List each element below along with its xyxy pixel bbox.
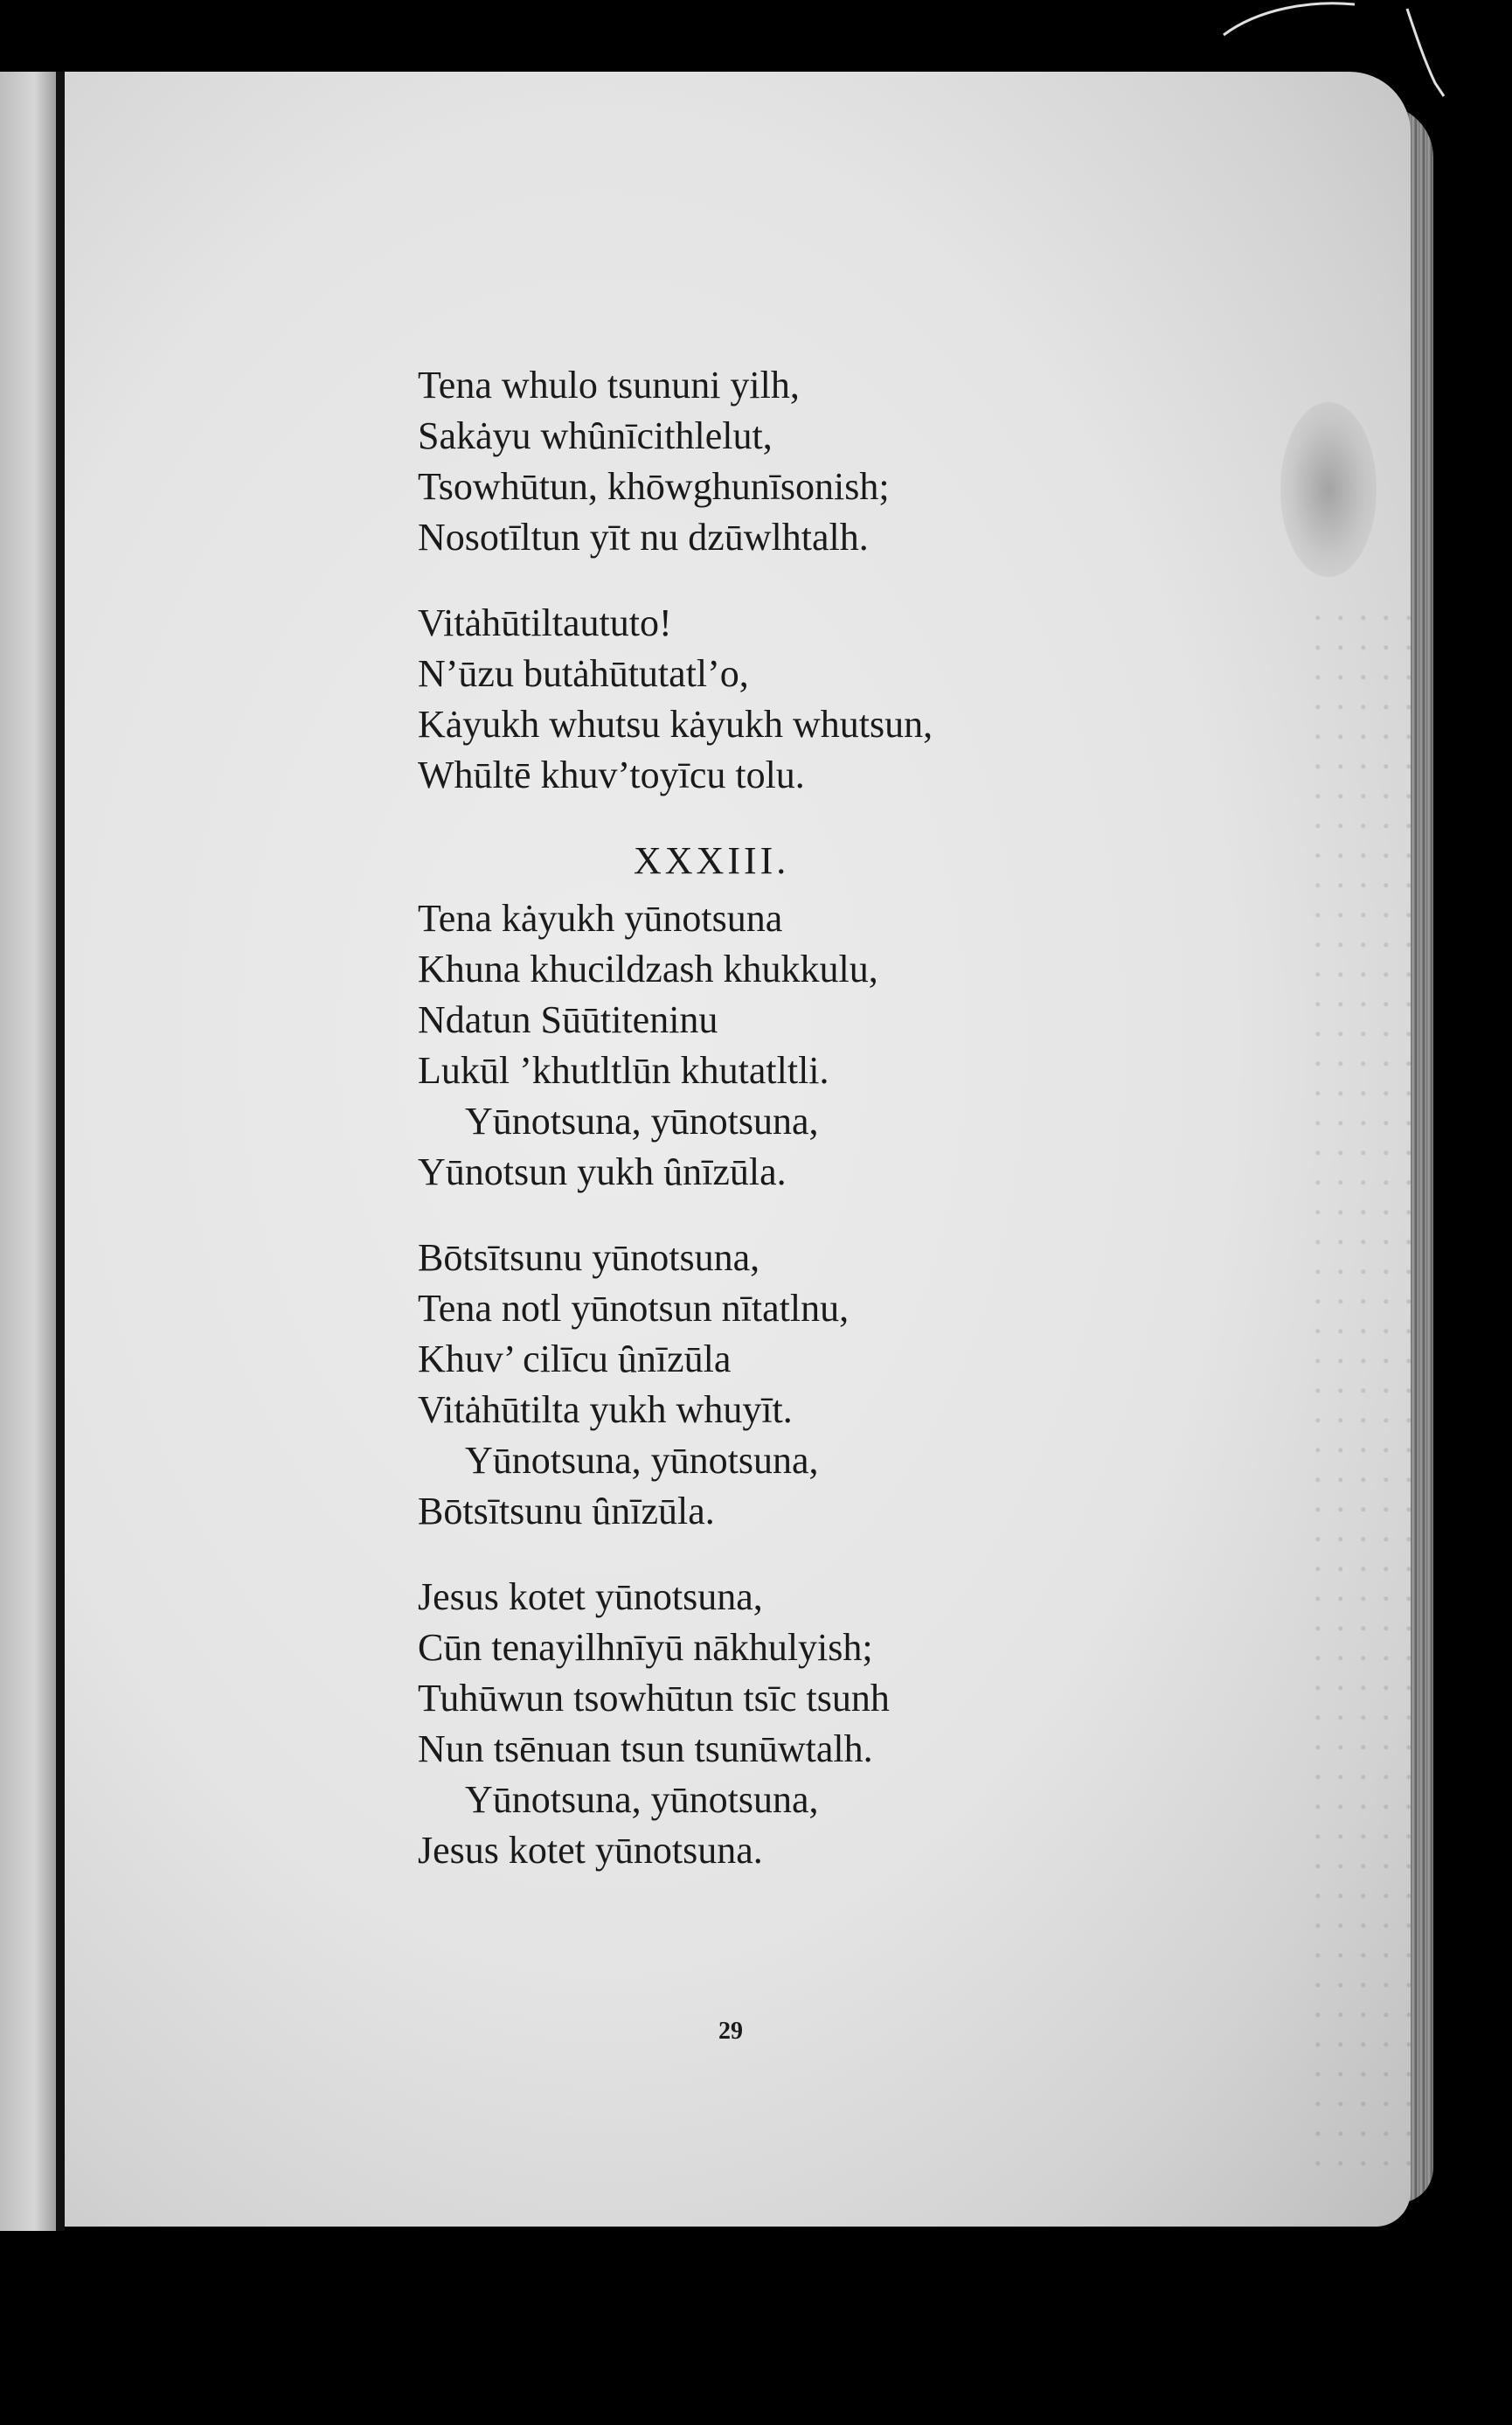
verse-line: Tena whulo tsununi yilh, <box>418 364 800 406</box>
verse-line: Tena kȧyukh yūnotsuna <box>418 897 783 940</box>
refrain-line: Yūnotsuna, yūnotsuna, <box>465 1439 819 1482</box>
verse-line: Bōtsītsunu yūnotsuna, <box>418 1236 760 1279</box>
stanza <box>418 1233 1257 1537</box>
facing-page-edge <box>0 72 58 2231</box>
verse-line: Tena notl yūnotsun nītatlnu, <box>418 1287 850 1330</box>
verse-line: Jesus kotet yūnotsuna. <box>418 1829 763 1872</box>
page-number: 29 <box>718 2018 743 2045</box>
stanza <box>418 893 1257 1198</box>
refrain-line: Yūnotsuna, yūnotsuna, <box>465 1778 819 1821</box>
verse-line: Jesus kotet yūnotsuna, <box>418 1575 763 1618</box>
page-stain <box>1280 402 1377 577</box>
verse-line: Vitȧhūtilta yukh whuyīt. <box>418 1388 793 1431</box>
verse-line: Ndatun Sūūtiteninu <box>418 998 718 1041</box>
verse-line: Nosotīltun yīt nu dzūwlhtalh. <box>418 516 869 559</box>
stanza <box>418 360 1257 563</box>
verse-line: Lukūl ’khutltlūn khutatltli. <box>418 1049 829 1092</box>
stanza <box>418 1572 1257 1876</box>
book-gutter <box>56 72 65 2231</box>
verse-line: Yūnotsun yukh ȗnīzūla. <box>418 1150 787 1193</box>
preceding-hymn-stanzas <box>418 360 1257 801</box>
verse-line: Khuv’ cilīcu ȗnīzūla <box>418 1338 732 1380</box>
refrain-line: Yūnotsuna, yūnotsuna, <box>465 1100 819 1143</box>
page-speckle <box>1311 612 1416 2185</box>
stanza <box>418 598 1257 801</box>
verse-line: Tsowhūtun, khōwghunīsonish; <box>418 465 890 508</box>
verse-line: Whūltē khuv’toyīcu tolu. <box>418 754 805 796</box>
verse-line: Tuhūwun tsowhūtun tsīc tsunh <box>418 1677 890 1720</box>
hymn-number: XXXIII. <box>634 839 790 882</box>
hymn-text <box>418 360 1257 1911</box>
verse-line: Nun tsēnuan tsun tsunūwtalh. <box>418 1727 873 1770</box>
verse-line: Cūn tenayilhnīyū nākhulyish; <box>418 1626 873 1669</box>
verse-line: N’ūzu butȧhūtutatl’o, <box>418 652 749 695</box>
verse-line: Vitȧhūtiltaututo! <box>418 601 672 644</box>
verse-line: Kȧyukh whutsu kȧyukh whutsun, <box>418 703 933 746</box>
verse-line: Sakȧyu whȗnīcithlelut, <box>418 414 773 457</box>
verse-line: Bōtsītsunu ȗnīzūla. <box>418 1490 715 1532</box>
torn-corner-mark <box>1206 0 1468 105</box>
verse-line: Khuna khucildzash khukkulu, <box>418 948 878 990</box>
hymn-stanzas <box>418 893 1257 1876</box>
